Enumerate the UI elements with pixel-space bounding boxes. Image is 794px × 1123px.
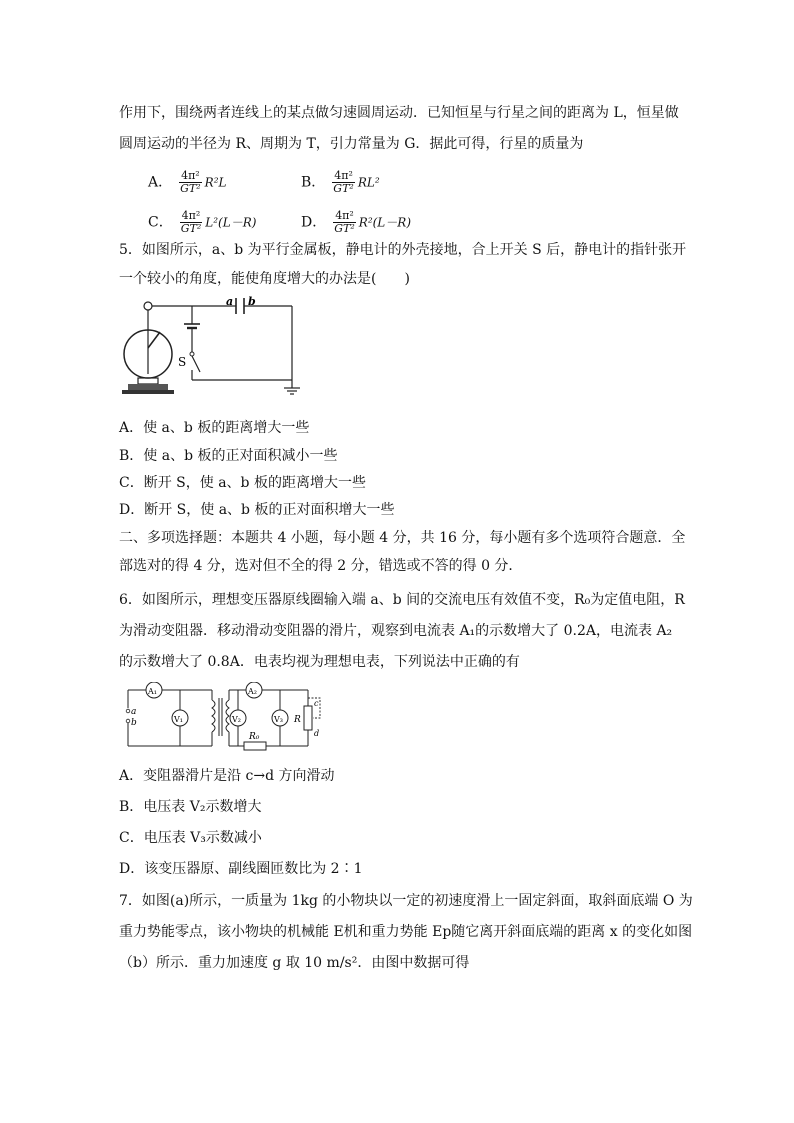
terminal-a-label: a [131, 707, 137, 717]
expression: R²(L－R) [358, 215, 411, 230]
q4-stem-line-2: 圆周运动的半径为 R、周期为 T，引力常量为 G．据此可得，行星的质量为 [119, 136, 584, 152]
section2-instruction-line-2: 部选对的得 4 分，选对但不全的得 2 分，错选或不答的得 0 分． [119, 558, 523, 574]
rheostat-r-label: R [294, 715, 301, 725]
fraction: $\frac{\text{4π²}}{\text{GT²}}$ [334, 209, 355, 235]
option-letter: D． [301, 214, 327, 231]
q7-stem-line-3: （b）所示．重力加速度 g 取 10 m/s²．由图中数据可得 [119, 955, 470, 971]
option-letter: B． [301, 174, 326, 191]
q7-stem-line-1: 7．如图(a)所示，一质量为 1kg 的小物块以一定的初速度滑上一固定斜面，取斜面底端 O 为 [119, 893, 693, 909]
terminal-b-label: b [131, 718, 137, 728]
expression: L²(L－R) [205, 215, 257, 230]
fraction: $\frac{\text{4π²}}{\text{GT²}}$ [180, 169, 201, 195]
q4-option-a [148, 170, 227, 195]
plate-b-label: b [248, 296, 256, 308]
q6-option-b: B．电压表 V₂示数增大 [119, 799, 262, 815]
plate-a-label: a [226, 296, 234, 308]
section2-instruction-line-1: 二、多项选择题：本题共 4 小题，每小题 4 分，共 16 分，每小题有多个选项符合题意．全 [119, 530, 686, 546]
q6-option-d: D．该变压器原、副线圈匝数比为 2∶1 [119, 861, 363, 877]
ammeter-a1-label: A₁ [148, 687, 157, 696]
q4-option-b [301, 170, 380, 195]
option-letter: C． [148, 214, 173, 231]
q5-electroscope-circuit-figure [120, 296, 310, 411]
q6-stem-line-2: 为滑动变阻器．移动滑动变阻器的滑片，观察到电流表 A₁的示数增大了 0.2A，电流表 A₂ [119, 623, 673, 639]
fraction: $\frac{\text{4π²}}{\text{GT²}}$ [180, 209, 202, 235]
q6-transformer-circuit-figure [118, 682, 328, 754]
q5-option-a: A．使 a、b 板的距离增大一些 [119, 420, 310, 436]
voltmeter-v2-label: V₂ [232, 715, 241, 724]
resistor-r0-label: R₀ [249, 732, 260, 742]
switch-s-label: S [178, 355, 187, 369]
q5-option-b: B．使 a、b 板的正对面积减小一些 [119, 448, 338, 464]
q5-option-c: C．断开 S，使 a、b 板的距离增大一些 [119, 475, 366, 491]
slider-c-label: c [314, 699, 319, 708]
q7-stem-line-2: 重力势能零点，该小物块的机械能 E机和重力势能 Ep随它离开斜面底端的距离 x 的变化如图 [119, 924, 693, 940]
q4-option-d [301, 210, 411, 235]
ammeter-a2-label: A₂ [248, 687, 257, 696]
q4-option-c [148, 210, 256, 235]
option-letter: A． [148, 174, 173, 191]
fraction: $\frac{\text{4π²}}{\text{GT²}}$ [333, 169, 354, 195]
q5-option-d: D．断开 S，使 a、b 板的正对面积增大一些 [119, 502, 395, 518]
slider-d-label: d [314, 729, 320, 738]
q6-option-c: C．电压表 V₃示数减小 [119, 830, 262, 846]
q6-stem-line-3: 的示数增大了 0.8A．电表均视为理想电表，下列说法中正确的有 [119, 654, 520, 670]
q6-stem-line-1: 6．如图所示，理想变压器原线圈输入端 a、b 间的交流电压有效值不变，R₀为定值电阻，R [119, 592, 685, 608]
q5-stem-line-1: 5．如图所示，a、b 为平行金属板，静电计的外壳接地，合上开关 S 后，静电计的指针张开 [119, 242, 687, 258]
q5-stem-line-2: 一个较小的角度，能使角度增大的办法是( ) [119, 271, 410, 287]
voltmeter-v3-label: V₃ [274, 715, 283, 724]
voltmeter-v1-label: V₁ [174, 715, 183, 724]
q4-stem-line-1: 作用下，围绕两者连线上的某点做匀速圆周运动．已知恒星与行星之间的距离为 L，恒星做 [119, 105, 679, 121]
expression: RL² [357, 175, 380, 190]
expression: R²L [204, 175, 227, 190]
q6-option-a: A．变阻器滑片是沿 c→d 方向滑动 [119, 768, 335, 784]
